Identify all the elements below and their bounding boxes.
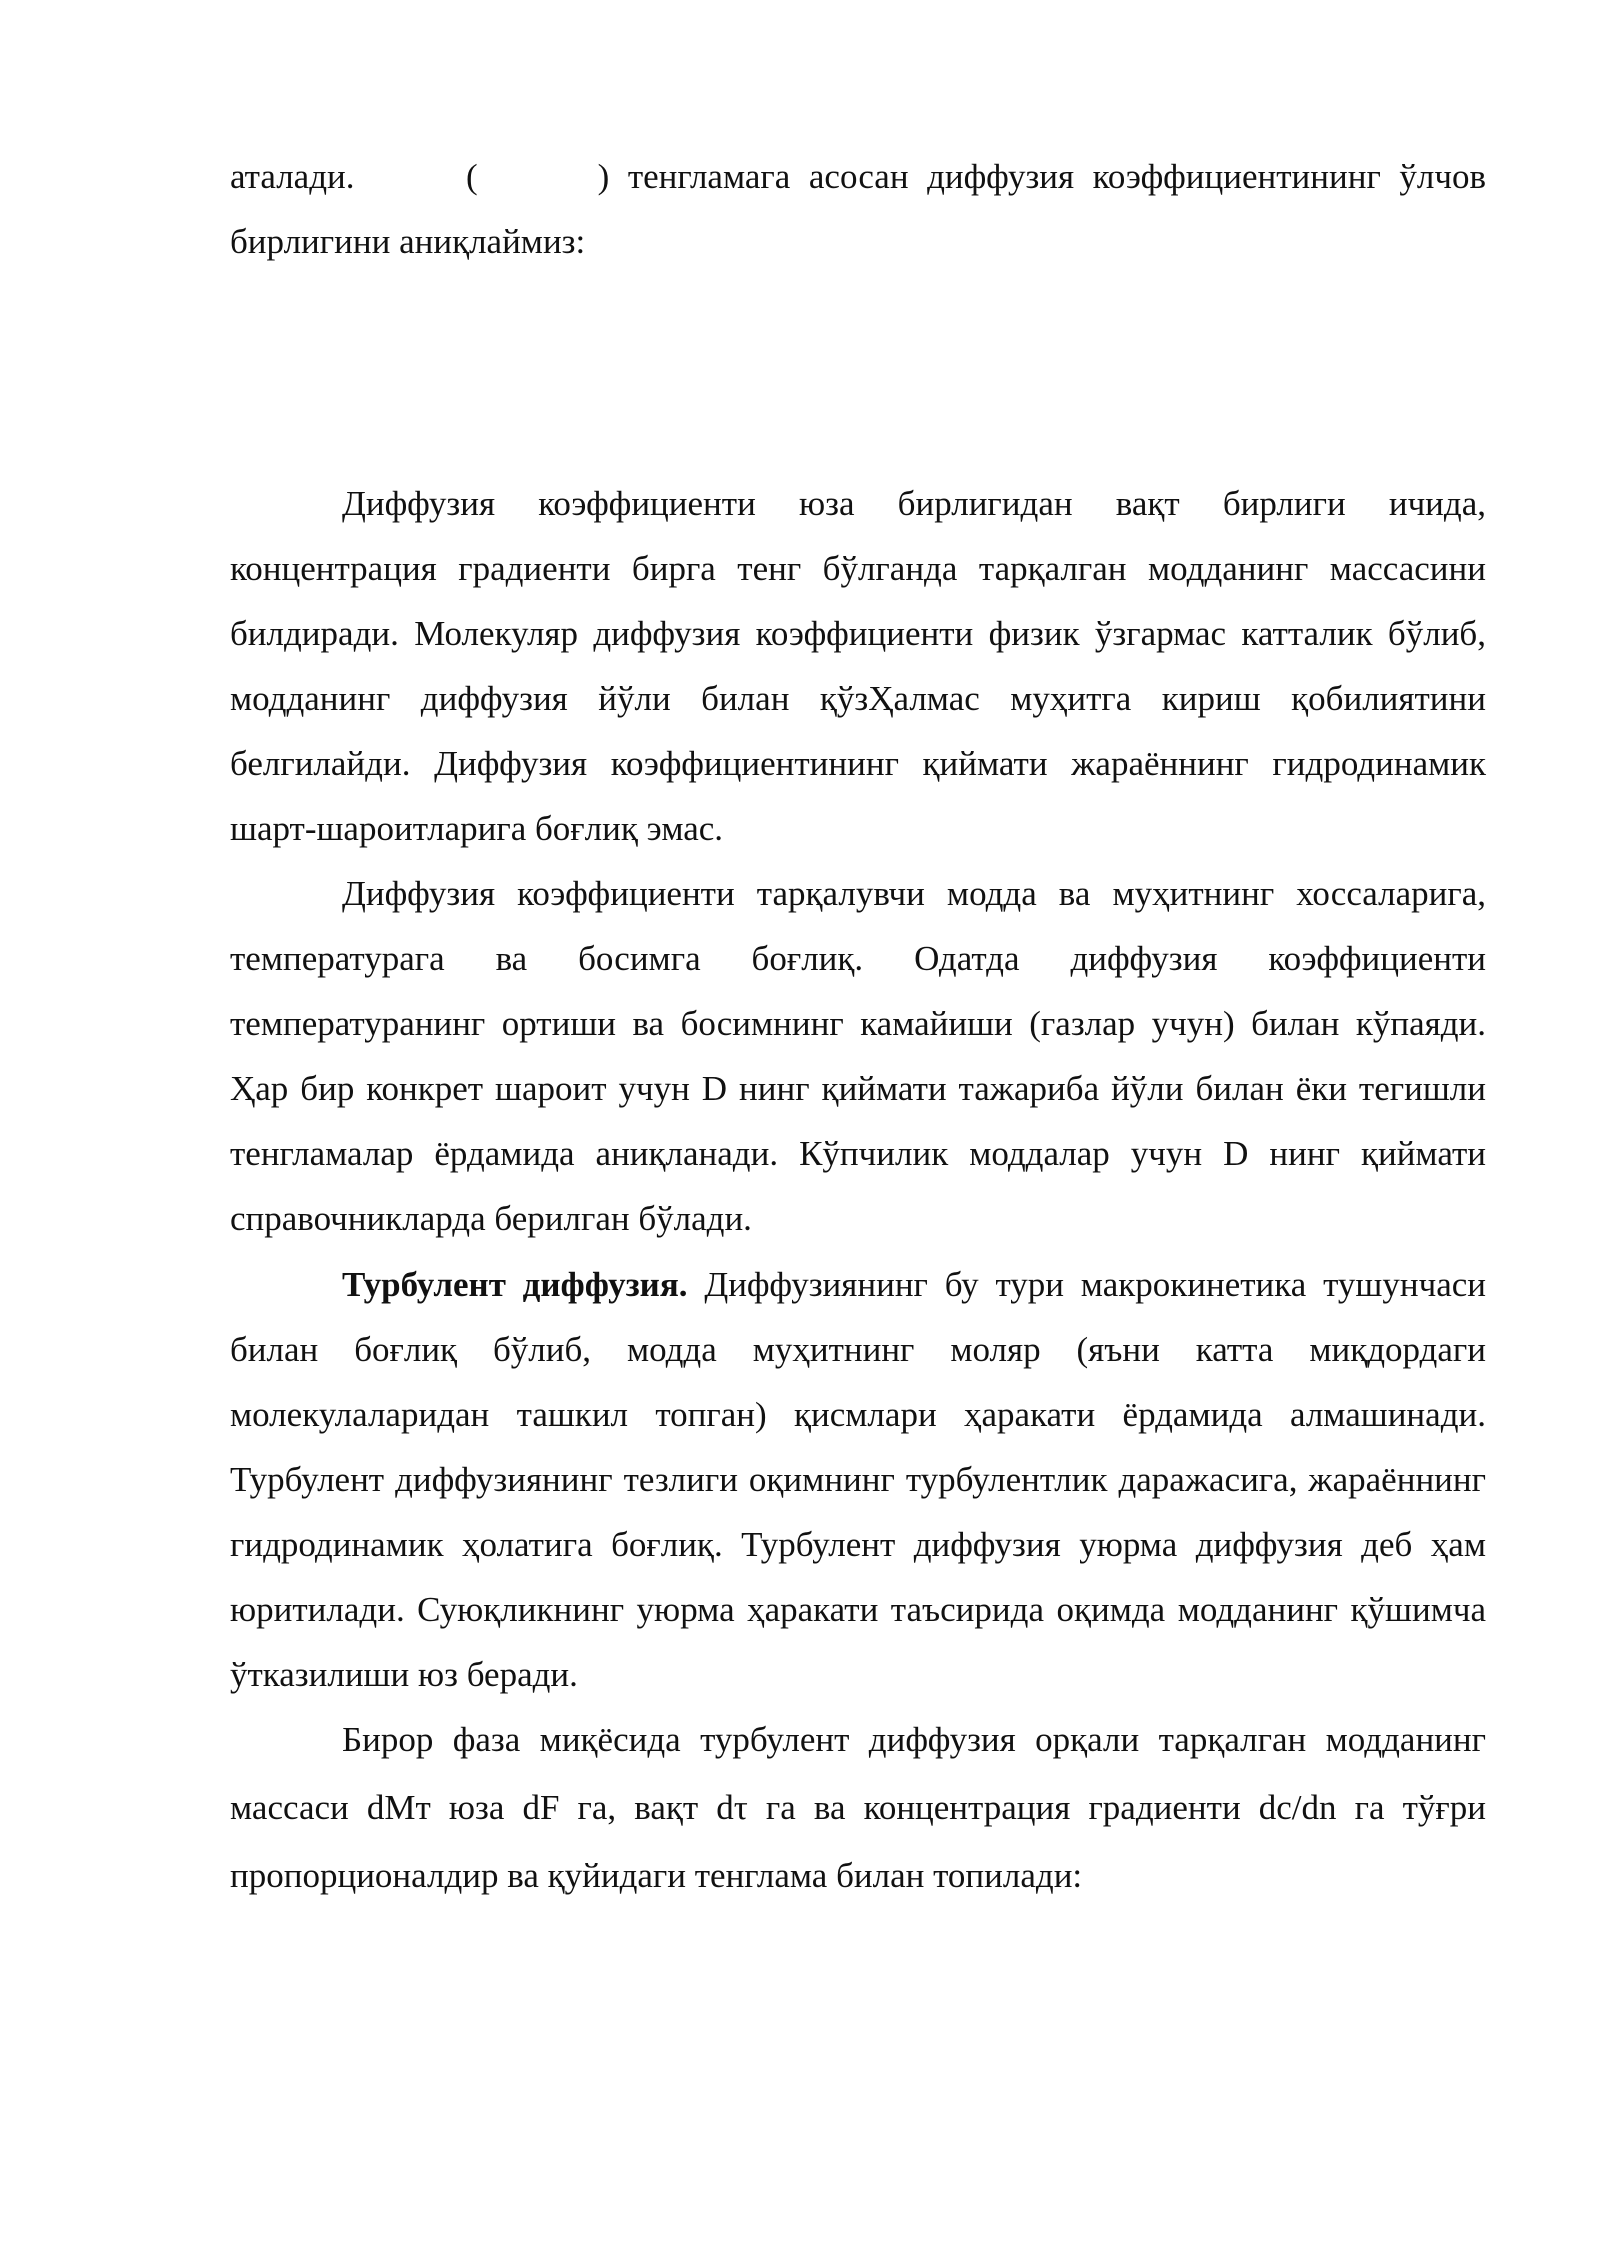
turbulent-diffusion-text: Диффузиянинг бу тури макрокинетика тушунчаси билан боғлиқ бўлиб, модда муҳитнинг моляр (яъни катта миқдордаги молекулаларидан ташкил топган) қисмлари ҳаракати ёрдамида алмашинади. Турбулент диффузиянинг тезлиги оқимнинг турбулентлик даражасига, жараённинг гидродинамик ҳолатига боғлиқ. Турбулент диффузия уюрма диффузия деб ҳам юритилади. Суюқликнинг уюрма ҳаракати таъсирида оқимда модданинг қўшимча ўтказилиши юз беради.	[230, 1265, 1486, 1694]
paragraph-turbulent-diffusion	[230, 1252, 1486, 1707]
paragraph-diffusion-coefficient-dependence: Диффузия коэффициенти тарқалувчи модда ва муҳитнинг хоссаларига, температурага ва босимга боғлиқ. Одатда диффузия коэффициенти температуранинг ортиши ва босимнинг камайиши (газлар учун) билан кўпаяди. Ҳар бир конкрет шароит учун D нинг қиймати тажариба йўли билан ёки тегишли тенгламалар ёрдамида аниқланади. Кўпчилик моддалар учун D нинг қиймати справочникларда берилган бўлади.	[230, 874, 1486, 1238]
intro-paragraph	[230, 144, 1486, 274]
paragraph-turbulent-mass-transfer: Бирор фаза миқёсида турбулент диффузия орқали тарқалган модданинг массаси dMт юза dF га, вақт dτ га ва концентрация градиенти dc/dn га тўғри пропорционалдир ва қуйидаги тенглама билан топилади:	[230, 1720, 1486, 1895]
intro-close-paren: )	[597, 157, 610, 196]
intro-open-paren: (	[465, 157, 478, 196]
intro-before-paren: аталади.	[230, 157, 355, 196]
turbulent-diffusion-heading: Турбулент диффузия.	[342, 1265, 688, 1304]
paragraph-diffusion-coefficient-definition: Диффузия коэффициенти юза бирлигидан вақт бирлиги ичида, концентрация градиенти бирга тенг бўлганда тарқалган модданинг массасини билдиради. Молекуляр диффузия коэффициенти физик ўзгармас катталик бўлиб, модданинг диффузия йўли билан қўзҲалмас муҳитга кириш қобилиятини белгилайди. Диффузия коэффициентининг қиймати жараённинг гидродинамик шарт-шароитларига боғлиқ эмас.	[230, 484, 1486, 848]
intro-after-paren: тенгламага асосан диффузия коэффициентининг ўлчов бирлигини аниқлаймиз:	[230, 157, 1486, 261]
